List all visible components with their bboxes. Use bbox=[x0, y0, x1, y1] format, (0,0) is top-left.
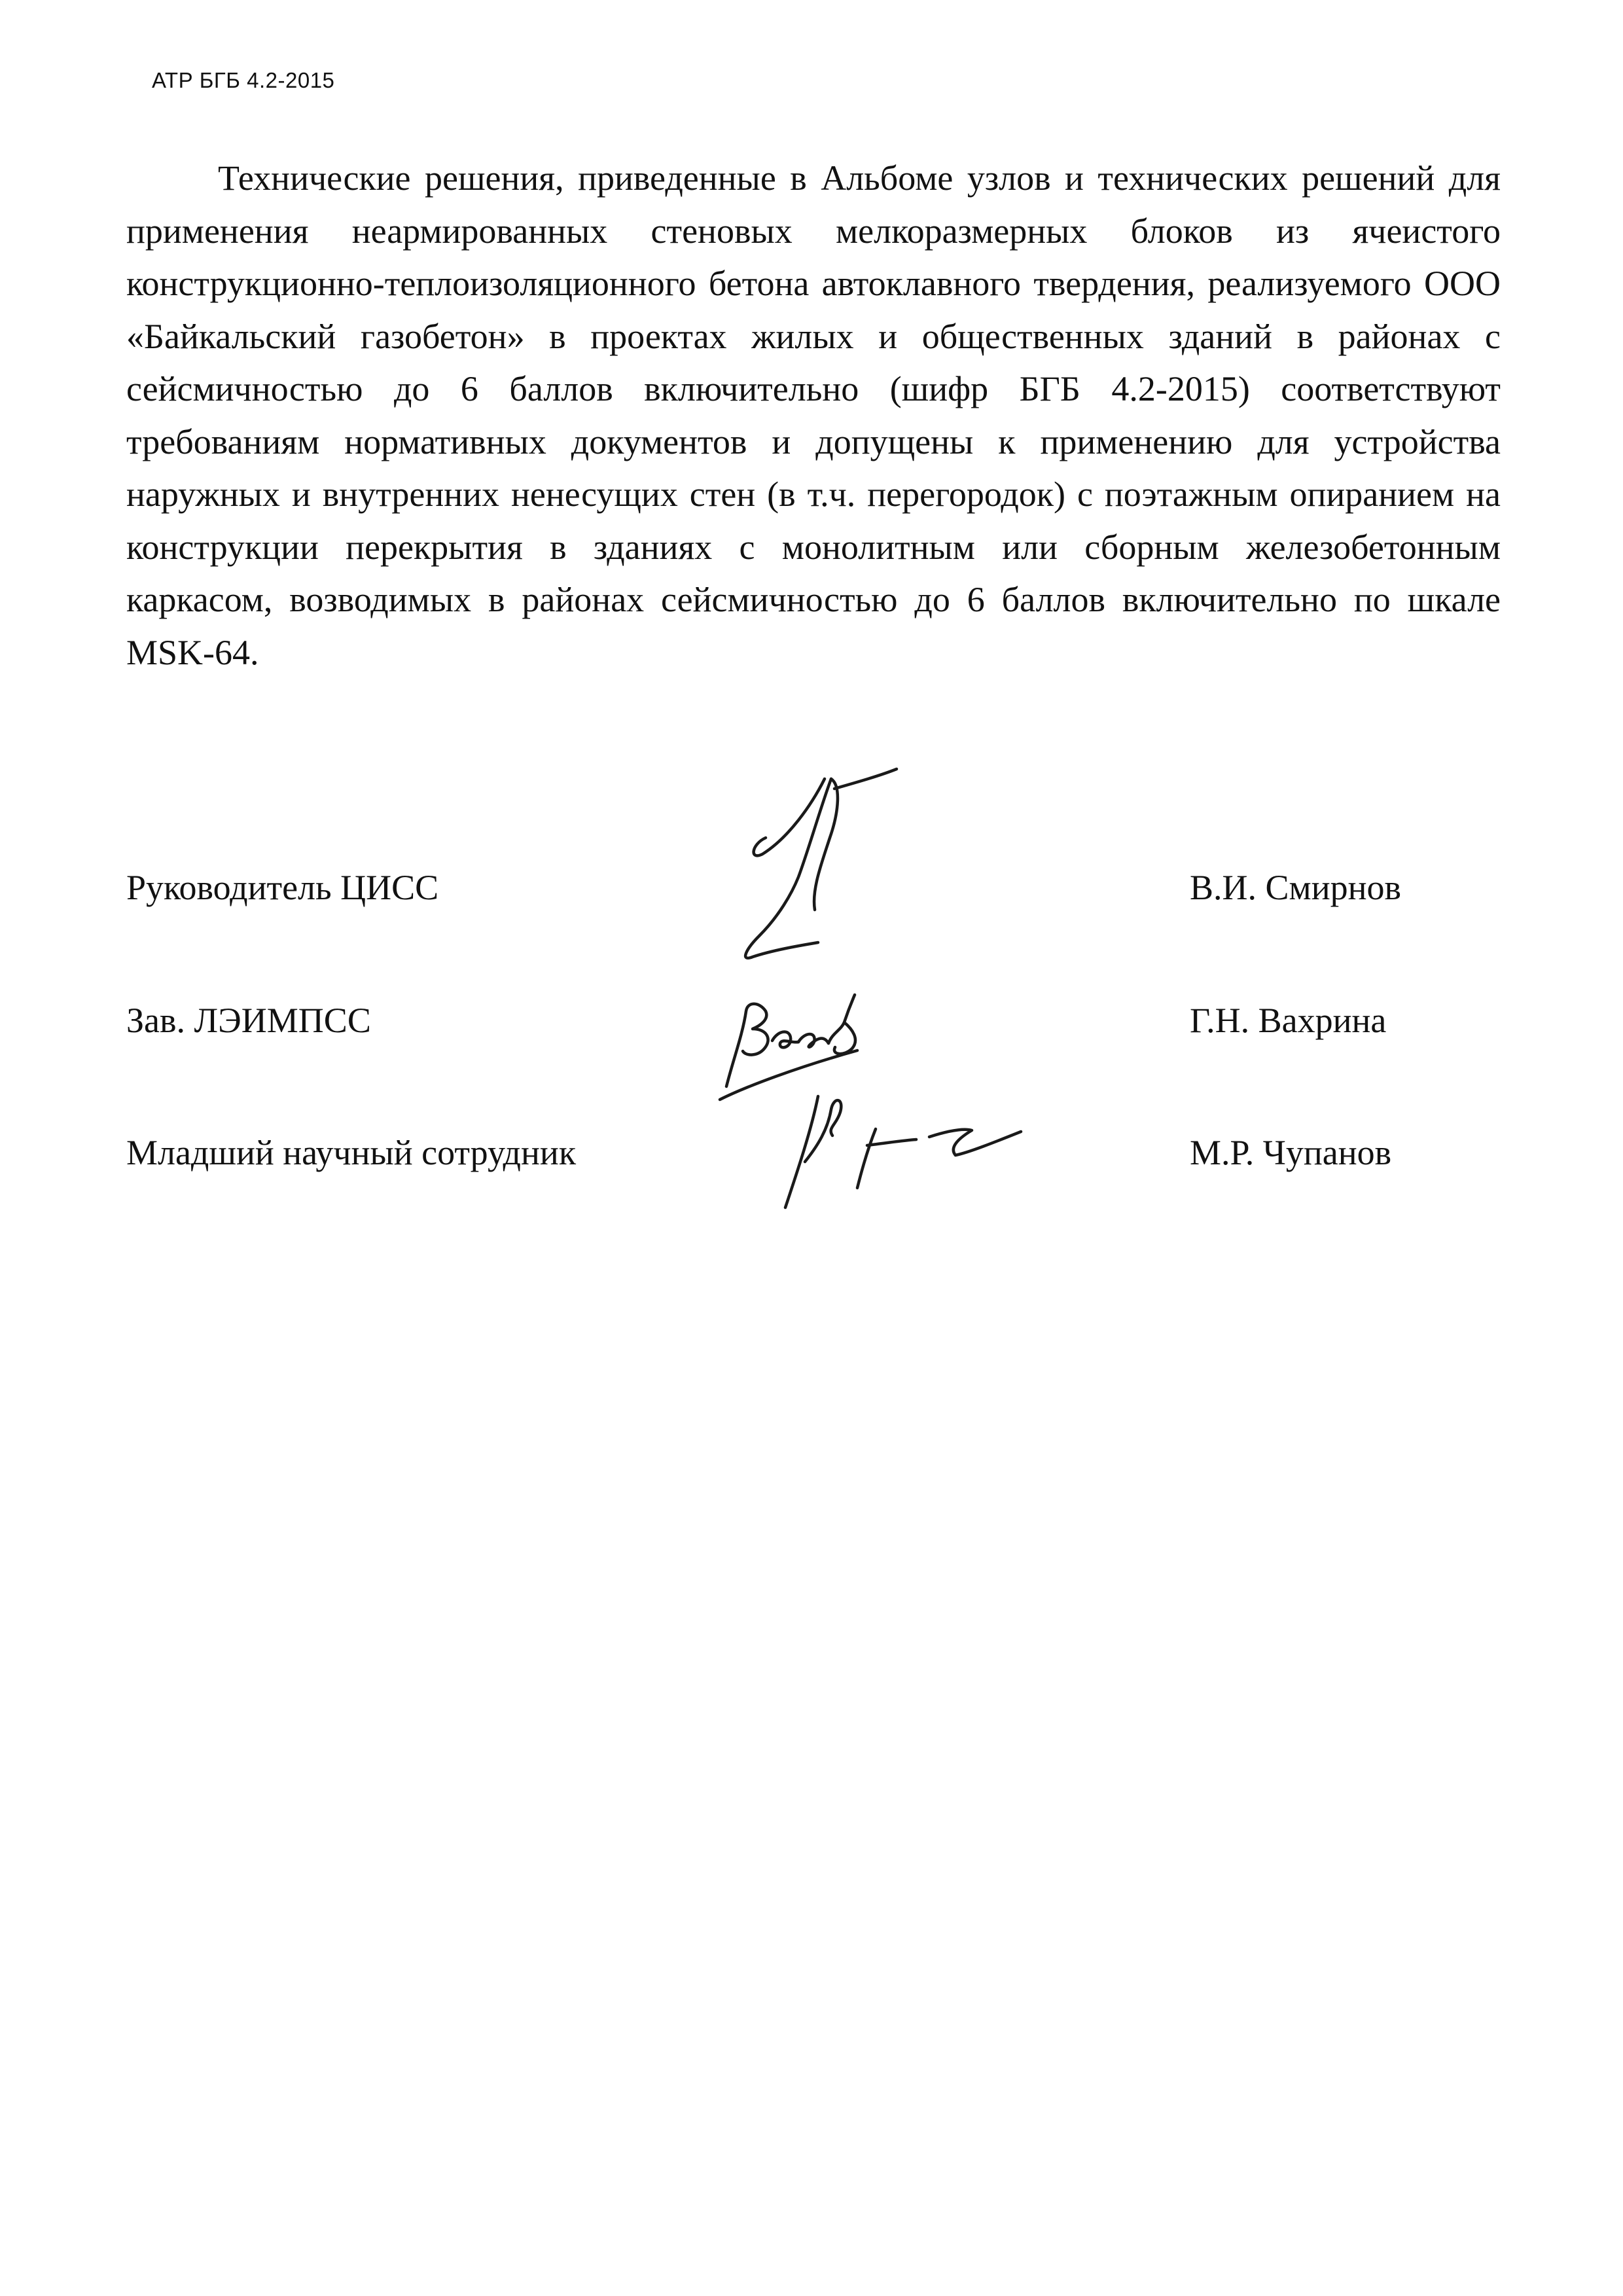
signatory-role: Руководитель ЦИСС bbox=[126, 868, 439, 907]
signatory-name: М.Р. Чупанов bbox=[1190, 1133, 1392, 1172]
signatory-role: Младший научный сотрудник bbox=[126, 1133, 577, 1172]
signatory-name: Г.Н. Вахрина bbox=[1190, 1001, 1387, 1040]
signature-chupanov bbox=[759, 1083, 1047, 1221]
document-code: АТР БГБ 4.2-2015 bbox=[152, 68, 335, 92]
signature-smirnov bbox=[700, 766, 897, 962]
signatory-name: В.И. Смирнов bbox=[1190, 868, 1401, 907]
signatory-role: Зав. ЛЭИМПСС bbox=[126, 1001, 371, 1040]
body-paragraph: Технические решения, приведенные в Альбоме узлов и технических решений для применения неармированных стеновых мелкоразмерных блоков из ячеистого конструкционно-теплоизоляционного бетона автоклавного твердения, реализуемого ООО «Байкальский газобетон» в проектах жилых и общественных зданий в районах с сейсмичностью до 6 баллов включительно (шифр БГБ 4.2-2015) соответствуют требованиям нормативных документов и допущены к применению для устройства наружных и внутренних ненесущих стен (в т.ч. перегородок) с поэтажным опиранием на конструкции перекрытия в зданиях с монолитным или сборным железобетонным каркасом, возводимых в районах сейсмичностью до 6 баллов включительно по шкале MSK-64. bbox=[126, 158, 1501, 672]
